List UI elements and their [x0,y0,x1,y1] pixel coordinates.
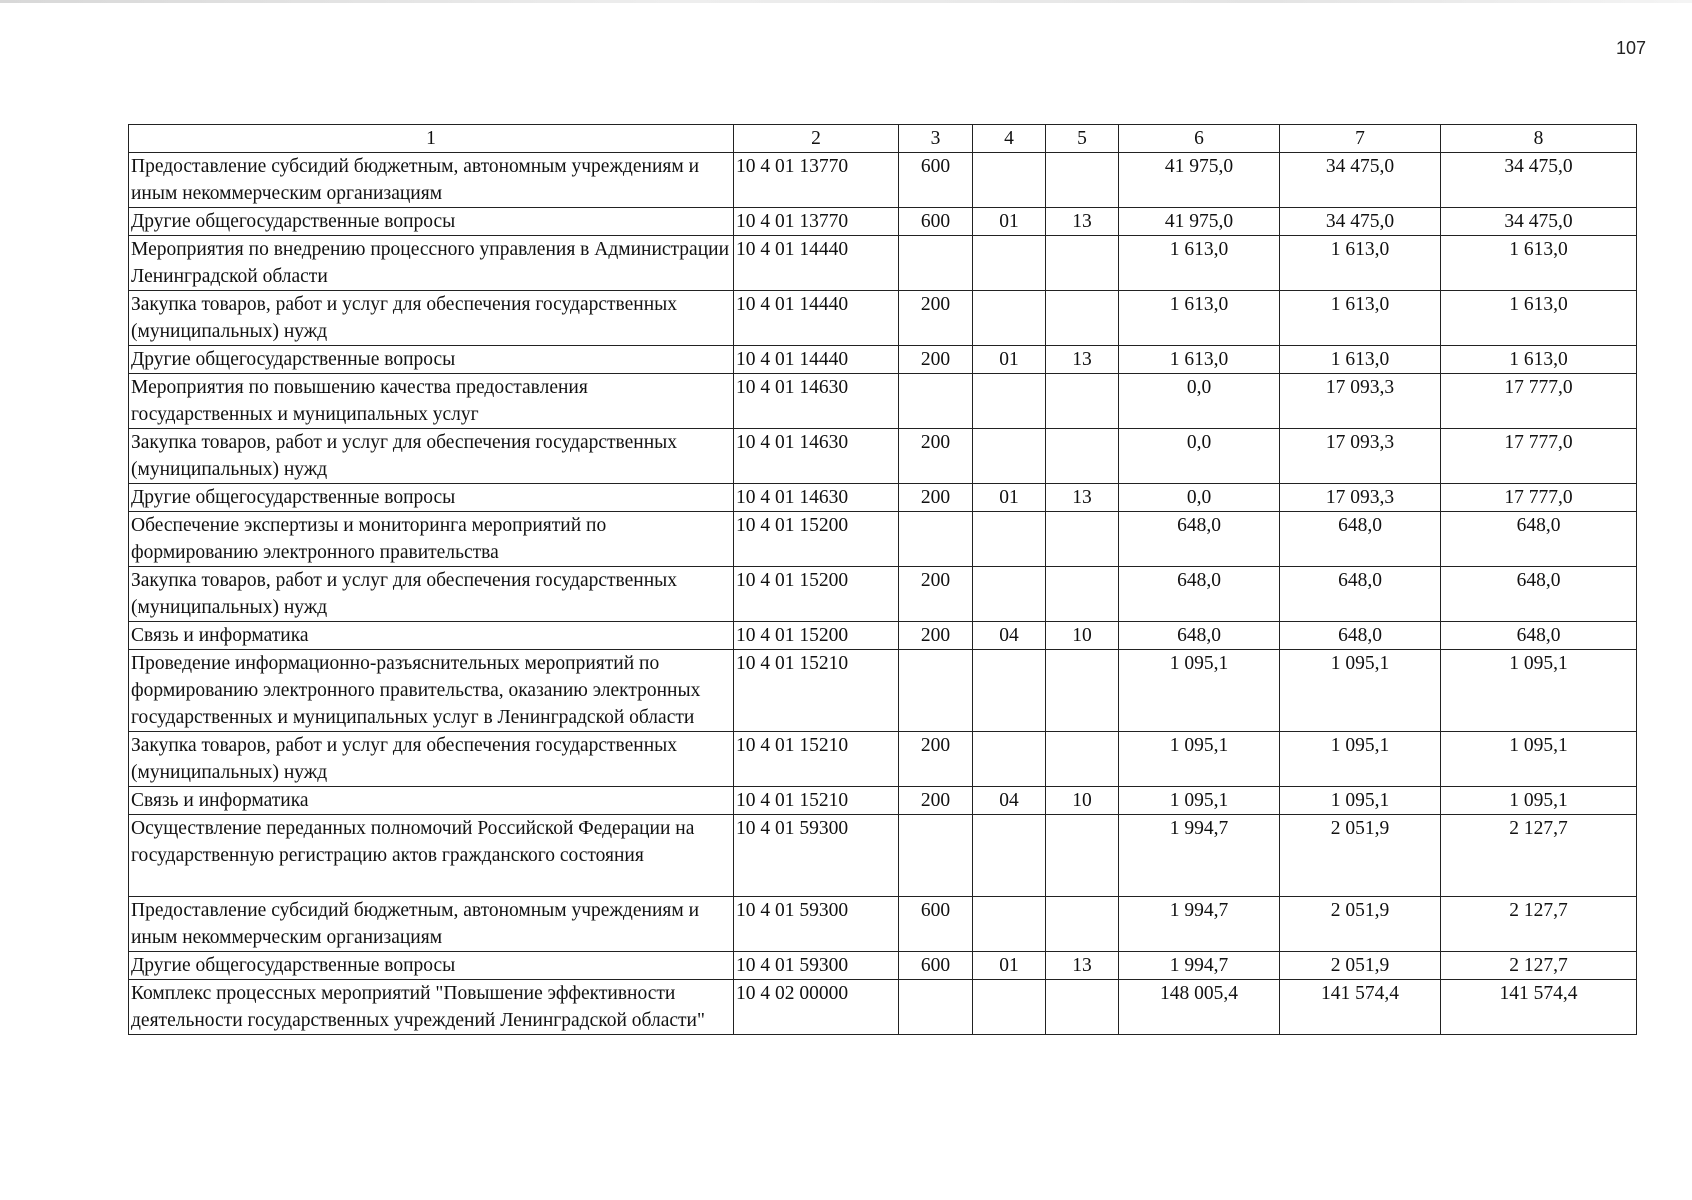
expense-type-code: 600 [899,952,973,980]
amount-col-7: 17 093,3 [1280,484,1441,512]
amount-col-7: 1 095,1 [1280,650,1441,732]
amount-col-8: 17 777,0 [1441,374,1637,429]
section-code [973,153,1046,208]
amount-col-8: 1 613,0 [1441,236,1637,291]
section-code: 01 [973,484,1046,512]
table-row [129,153,1637,208]
amount-col-6: 648,0 [1119,567,1280,622]
amount-col-6: 1 613,0 [1119,291,1280,346]
table-row [129,567,1637,622]
target-article-code: 10 4 02 00000 [734,980,899,1035]
table-header-row [129,125,1637,153]
expense-type-code [899,236,973,291]
amount-col-7: 1 613,0 [1280,236,1441,291]
section-code: 01 [973,208,1046,236]
amount-col-8: 648,0 [1441,567,1637,622]
row-name: Предоставление субсидий бюджетным, автономным учреждениям и иным некоммерческим организациям [129,897,734,952]
subsection-code [1046,291,1119,346]
row-name: Предоставление субсидий бюджетным, автономным учреждениям и иным некоммерческим организациям [129,153,734,208]
expense-type-code: 600 [899,153,973,208]
amount-col-8: 2 127,7 [1441,897,1637,952]
column-header: 7 [1280,125,1441,153]
row-name: Связь и информатика [129,787,734,815]
scan-edge [0,0,1692,3]
section-code [973,236,1046,291]
subsection-code: 13 [1046,346,1119,374]
amount-col-6: 648,0 [1119,512,1280,567]
amount-col-8: 648,0 [1441,622,1637,650]
amount-col-7: 1 613,0 [1280,346,1441,374]
section-code [973,374,1046,429]
column-header: 3 [899,125,973,153]
amount-col-6: 1 994,7 [1119,897,1280,952]
row-name: Другие общегосударственные вопросы [129,484,734,512]
section-code [973,732,1046,787]
table-row [129,208,1637,236]
amount-col-6: 148 005,4 [1119,980,1280,1035]
expense-type-code: 200 [899,291,973,346]
amount-col-6: 41 975,0 [1119,208,1280,236]
target-article-code: 10 4 01 15200 [734,512,899,567]
table-row [129,622,1637,650]
amount-col-8: 17 777,0 [1441,429,1637,484]
table-row [129,897,1637,952]
amount-col-6: 1 994,7 [1119,952,1280,980]
amount-col-8: 1 095,1 [1441,787,1637,815]
amount-col-6: 648,0 [1119,622,1280,650]
column-header: 2 [734,125,899,153]
expense-type-code: 600 [899,897,973,952]
amount-col-6: 1 095,1 [1119,650,1280,732]
row-name: Другие общегосударственные вопросы [129,208,734,236]
row-name: Закупка товаров, работ и услуг для обеспечения государственных (муниципальных) нужд [129,429,734,484]
section-code [973,815,1046,897]
amount-col-8: 648,0 [1441,512,1637,567]
table-row [129,346,1637,374]
amount-col-7: 1 095,1 [1280,787,1441,815]
amount-col-7: 141 574,4 [1280,980,1441,1035]
target-article-code: 10 4 01 15210 [734,650,899,732]
section-code [973,897,1046,952]
target-article-code: 10 4 01 15200 [734,567,899,622]
amount-col-8: 2 127,7 [1441,952,1637,980]
section-code: 04 [973,787,1046,815]
table-row [129,952,1637,980]
target-article-code: 10 4 01 15210 [734,732,899,787]
target-article-code: 10 4 01 14630 [734,374,899,429]
table-row [129,787,1637,815]
column-header: 8 [1441,125,1637,153]
table-row [129,374,1637,429]
target-article-code: 10 4 01 15200 [734,622,899,650]
subsection-code: 13 [1046,484,1119,512]
expense-type-code: 200 [899,567,973,622]
column-header: 1 [129,125,734,153]
expense-type-code: 200 [899,429,973,484]
amount-col-8: 17 777,0 [1441,484,1637,512]
amount-col-8: 34 475,0 [1441,208,1637,236]
amount-col-6: 1 613,0 [1119,236,1280,291]
amount-col-7: 2 051,9 [1280,897,1441,952]
table-row [129,732,1637,787]
table-row [129,650,1637,732]
expense-type-code: 200 [899,346,973,374]
row-name: Связь и информатика [129,622,734,650]
amount-col-8: 2 127,7 [1441,815,1637,897]
subsection-code [1046,980,1119,1035]
target-article-code: 10 4 01 14630 [734,484,899,512]
amount-col-7: 2 051,9 [1280,952,1441,980]
amount-col-7: 2 051,9 [1280,815,1441,897]
row-name: Комплекс процессных мероприятий "Повышение эффективности деятельности государственных учреждений Ленинградской области" [129,980,734,1035]
subsection-code [1046,236,1119,291]
table-row [129,236,1637,291]
target-article-code: 10 4 01 14630 [734,429,899,484]
section-code: 01 [973,952,1046,980]
subsection-code [1046,153,1119,208]
section-code [973,512,1046,567]
column-header: 4 [973,125,1046,153]
expense-type-code [899,980,973,1035]
table-row [129,429,1637,484]
row-name: Мероприятия по внедрению процессного управления в Администрации Ленинградской области [129,236,734,291]
subsection-code [1046,650,1119,732]
section-code [973,291,1046,346]
target-article-code: 10 4 01 14440 [734,236,899,291]
amount-col-6: 1 095,1 [1119,732,1280,787]
section-code [973,980,1046,1035]
subsection-code [1046,567,1119,622]
amount-col-7: 34 475,0 [1280,153,1441,208]
amount-col-6: 41 975,0 [1119,153,1280,208]
amount-col-7: 17 093,3 [1280,429,1441,484]
amount-col-7: 648,0 [1280,512,1441,567]
subsection-code [1046,429,1119,484]
section-code: 04 [973,622,1046,650]
amount-col-8: 34 475,0 [1441,153,1637,208]
subsection-code: 10 [1046,787,1119,815]
row-name: Закупка товаров, работ и услуг для обеспечения государственных (муниципальных) нужд [129,291,734,346]
amount-col-6: 0,0 [1119,429,1280,484]
expense-type-code: 200 [899,732,973,787]
table-row [129,484,1637,512]
expense-type-code: 200 [899,622,973,650]
target-article-code: 10 4 01 59300 [734,815,899,897]
expense-type-code [899,815,973,897]
target-article-code: 10 4 01 13770 [734,208,899,236]
subsection-code [1046,732,1119,787]
subsection-code: 13 [1046,208,1119,236]
row-name: Закупка товаров, работ и услуг для обеспечения государственных (муниципальных) нужд [129,732,734,787]
column-header: 6 [1119,125,1280,153]
amount-col-7: 17 093,3 [1280,374,1441,429]
table-row [129,980,1637,1035]
amount-col-6: 1 994,7 [1119,815,1280,897]
target-article-code: 10 4 01 15210 [734,787,899,815]
expense-type-code: 600 [899,208,973,236]
amount-col-8: 1 095,1 [1441,650,1637,732]
section-code [973,429,1046,484]
table-row [129,291,1637,346]
target-article-code: 10 4 01 59300 [734,952,899,980]
amount-col-7: 34 475,0 [1280,208,1441,236]
section-code: 01 [973,346,1046,374]
target-article-code: 10 4 01 13770 [734,153,899,208]
target-article-code: 10 4 01 14440 [734,346,899,374]
section-code [973,650,1046,732]
subsection-code [1046,374,1119,429]
expense-type-code [899,512,973,567]
amount-col-7: 648,0 [1280,622,1441,650]
column-header: 5 [1046,125,1119,153]
row-name: Мероприятия по повышению качества предоставления государственных и муниципальных услуг [129,374,734,429]
subsection-code [1046,815,1119,897]
expense-type-code: 200 [899,787,973,815]
budget-table [128,124,1637,1035]
target-article-code: 10 4 01 59300 [734,897,899,952]
row-name: Другие общегосударственные вопросы [129,346,734,374]
amount-col-8: 1 613,0 [1441,291,1637,346]
expense-type-code: 200 [899,484,973,512]
expense-type-code [899,650,973,732]
table-row [129,512,1637,567]
amount-col-8: 1 095,1 [1441,732,1637,787]
amount-col-8: 141 574,4 [1441,980,1637,1035]
expense-type-code [899,374,973,429]
section-code [973,567,1046,622]
row-name: Проведение информационно-разъяснительных мероприятий по формированию электронного правительства, оказанию электронных государственных и муниципальных услуг в Ленинградской области [129,650,734,732]
row-name: Другие общегосударственные вопросы [129,952,734,980]
amount-col-7: 648,0 [1280,567,1441,622]
row-name: Закупка товаров, работ и услуг для обеспечения государственных (муниципальных) нужд [129,567,734,622]
table-row [129,815,1637,897]
amount-col-7: 1 613,0 [1280,291,1441,346]
amount-col-6: 1 095,1 [1119,787,1280,815]
amount-col-6: 1 613,0 [1119,346,1280,374]
subsection-code: 10 [1046,622,1119,650]
amount-col-6: 0,0 [1119,484,1280,512]
page-number: 107 [1615,38,1646,58]
subsection-code [1046,897,1119,952]
row-name: Обеспечение экспертизы и мониторинга мероприятий по формированию электронного правительства [129,512,734,567]
subsection-code [1046,512,1119,567]
row-name: Осуществление переданных полномочий Российской Федерации на государственную регистрацию актов гражданского состояния [129,815,734,897]
subsection-code: 13 [1046,952,1119,980]
target-article-code: 10 4 01 14440 [734,291,899,346]
amount-col-7: 1 095,1 [1280,732,1441,787]
amount-col-6: 0,0 [1119,374,1280,429]
amount-col-8: 1 613,0 [1441,346,1637,374]
